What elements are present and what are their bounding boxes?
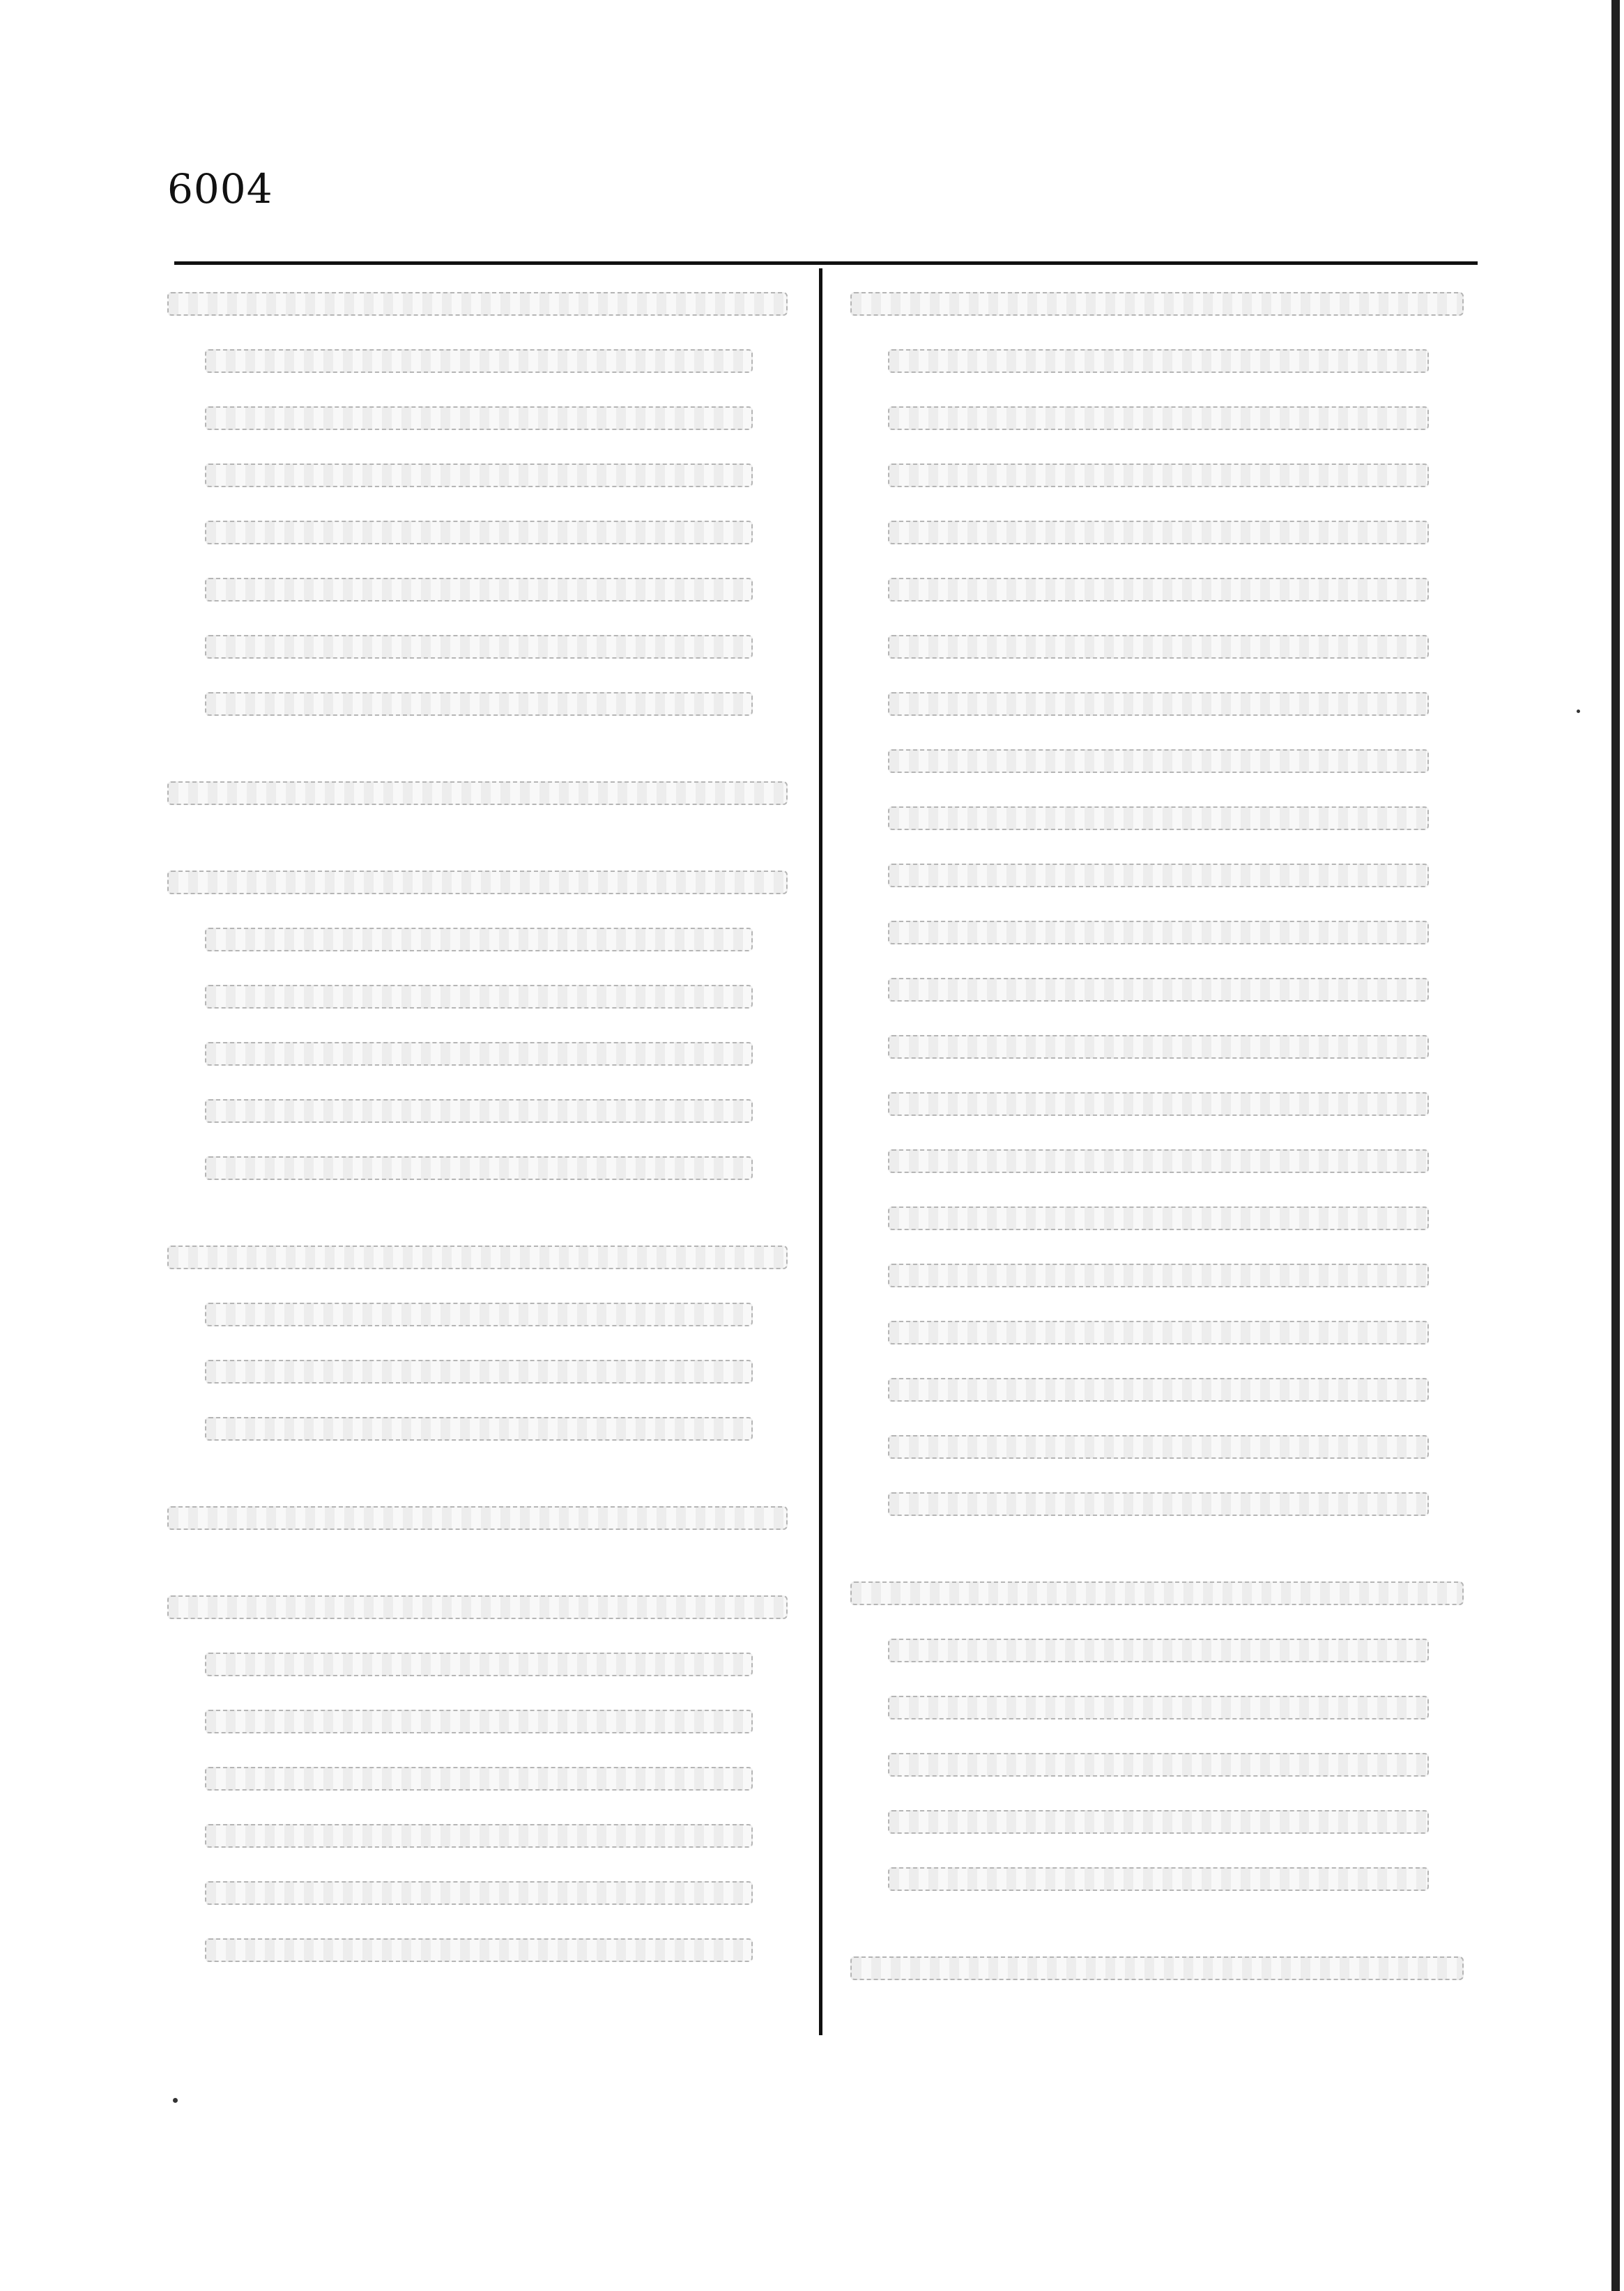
text-line <box>850 1679 1464 1736</box>
illegible-text-placeholder <box>205 985 753 1009</box>
text-line <box>167 1343 788 1400</box>
illegible-text-placeholder <box>205 692 753 716</box>
dictionary-entry <box>167 854 788 1197</box>
illegible-text-placeholder <box>888 1435 1429 1459</box>
right-column <box>850 275 1464 1998</box>
text-line <box>850 1851 1464 1908</box>
text-line <box>850 961 1464 1018</box>
illegible-text-placeholder <box>205 1881 753 1905</box>
illegible-text-placeholder <box>167 871 788 894</box>
illegible-text-placeholder <box>888 921 1429 944</box>
scan-speck <box>173 2098 178 2103</box>
text-line <box>850 1793 1464 1851</box>
text-line <box>850 1565 1464 1622</box>
text-line <box>850 904 1464 961</box>
dictionary-entry <box>167 1489 788 1547</box>
illegible-text-placeholder <box>167 1246 788 1269</box>
illegible-text-placeholder <box>888 635 1429 659</box>
text-line <box>167 1636 788 1693</box>
dictionary-entry <box>167 1229 788 1457</box>
illegible-text-placeholder <box>850 1581 1464 1605</box>
illegible-text-placeholder <box>205 406 753 430</box>
text-line <box>167 1693 788 1750</box>
illegible-text-placeholder <box>888 692 1429 716</box>
illegible-text-placeholder <box>888 978 1429 1002</box>
text-line <box>167 618 788 675</box>
text-line <box>850 390 1464 447</box>
text-line <box>167 447 788 504</box>
illegible-text-placeholder <box>888 1378 1429 1402</box>
text-line <box>167 968 788 1025</box>
text-line <box>167 854 788 911</box>
illegible-text-placeholder <box>888 1035 1429 1059</box>
dictionary-entry <box>850 1940 1464 1997</box>
illegible-text-placeholder <box>888 1753 1429 1777</box>
text-line <box>850 1476 1464 1533</box>
text-line <box>850 447 1464 504</box>
text-line <box>167 561 788 618</box>
illegible-text-placeholder <box>167 1506 788 1530</box>
text-line <box>850 1418 1464 1476</box>
illegible-text-placeholder <box>205 1653 753 1676</box>
illegible-text-placeholder <box>888 1696 1429 1719</box>
illegible-text-placeholder <box>205 349 753 373</box>
text-line <box>167 1579 788 1636</box>
text-line <box>167 1025 788 1082</box>
dictionary-entry <box>167 765 788 822</box>
text-line <box>850 1133 1464 1190</box>
text-line <box>167 765 788 822</box>
text-line <box>850 561 1464 618</box>
illegible-text-placeholder <box>888 1206 1429 1230</box>
illegible-text-placeholder <box>205 1042 753 1066</box>
page-edge-mark <box>1611 0 1620 2291</box>
text-line <box>850 1190 1464 1247</box>
text-line <box>850 1940 1464 1997</box>
illegible-text-placeholder <box>205 1938 753 1962</box>
text-line <box>850 618 1464 675</box>
illegible-text-placeholder <box>850 1956 1464 1980</box>
text-line <box>850 790 1464 847</box>
text-line <box>167 1140 788 1197</box>
text-line <box>167 332 788 390</box>
text-line <box>850 1304 1464 1361</box>
illegible-text-placeholder <box>205 1156 753 1180</box>
illegible-text-placeholder <box>888 1492 1429 1516</box>
illegible-text-placeholder <box>888 806 1429 830</box>
illegible-text-placeholder <box>888 1264 1429 1287</box>
illegible-text-placeholder <box>167 1595 788 1619</box>
text-line <box>850 1736 1464 1793</box>
illegible-text-placeholder <box>888 521 1429 544</box>
text-line <box>850 733 1464 790</box>
text-line <box>850 275 1464 332</box>
left-column <box>167 275 788 1998</box>
page-header <box>167 157 871 213</box>
illegible-text-placeholder <box>205 1303 753 1326</box>
illegible-text-placeholder <box>167 781 788 805</box>
illegible-text-placeholder <box>205 1824 753 1848</box>
text-line <box>850 332 1464 390</box>
illegible-text-placeholder <box>205 1710 753 1733</box>
illegible-text-placeholder <box>888 864 1429 887</box>
text-line <box>167 390 788 447</box>
illegible-text-placeholder <box>205 635 753 659</box>
illegible-text-placeholder <box>205 1417 753 1441</box>
illegible-text-placeholder <box>888 749 1429 773</box>
illegible-text-placeholder <box>205 463 753 487</box>
illegible-text-placeholder <box>888 463 1429 487</box>
illegible-text-placeholder <box>205 521 753 544</box>
illegible-text-placeholder <box>205 1099 753 1123</box>
text-line <box>167 504 788 561</box>
scan-speck <box>1577 710 1580 713</box>
illegible-text-placeholder <box>888 1321 1429 1344</box>
text-line <box>167 911 788 968</box>
dictionary-entry <box>167 1579 788 1979</box>
text-line <box>167 1922 788 1979</box>
text-line <box>850 675 1464 733</box>
illegible-text-placeholder <box>205 1360 753 1384</box>
text-line <box>167 275 788 332</box>
dictionary-entry <box>850 1565 1464 1908</box>
illegible-text-placeholder <box>888 1867 1429 1891</box>
dictionary-entry <box>167 275 788 733</box>
page-number: 6004 <box>167 165 273 213</box>
text-line <box>850 1018 1464 1075</box>
text-line <box>167 1489 788 1547</box>
illegible-text-placeholder <box>888 349 1429 373</box>
illegible-text-placeholder <box>205 1767 753 1791</box>
text-line <box>167 675 788 733</box>
text-line <box>167 1082 788 1140</box>
text-line <box>167 1400 788 1457</box>
text-line <box>167 1864 788 1922</box>
illegible-text-placeholder <box>167 292 788 316</box>
text-line <box>167 1286 788 1343</box>
illegible-text-placeholder <box>888 1639 1429 1662</box>
illegible-text-placeholder <box>888 1092 1429 1116</box>
text-line <box>850 1622 1464 1679</box>
text-line <box>850 847 1464 904</box>
text-line <box>850 504 1464 561</box>
text-line <box>167 1229 788 1286</box>
text-line <box>850 1361 1464 1418</box>
illegible-text-placeholder <box>205 928 753 951</box>
text-line <box>850 1247 1464 1304</box>
illegible-text-placeholder <box>888 578 1429 602</box>
text-line <box>167 1750 788 1807</box>
illegible-text-placeholder <box>205 578 753 602</box>
text-line <box>850 1075 1464 1133</box>
illegible-text-placeholder <box>888 1149 1429 1173</box>
column-divider <box>819 268 822 2035</box>
illegible-text-placeholder <box>850 292 1464 316</box>
illegible-text-placeholder <box>888 1810 1429 1834</box>
header-rule <box>174 261 1478 265</box>
dictionary-entry <box>850 275 1464 1533</box>
text-line <box>167 1807 788 1864</box>
illegible-text-placeholder <box>888 406 1429 430</box>
